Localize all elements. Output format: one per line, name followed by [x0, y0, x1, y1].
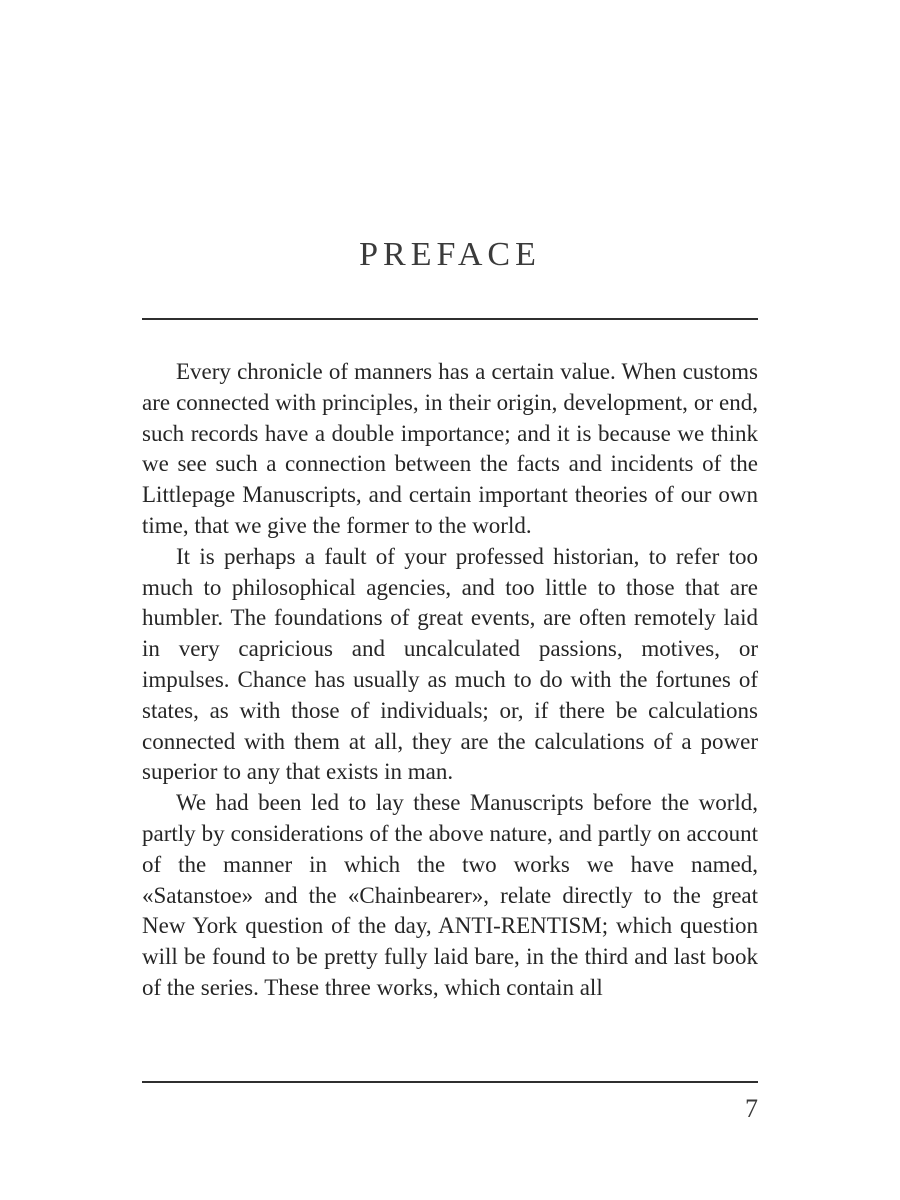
- paragraph-3: We had been led to lay these Manuscripts before the world, partly by considerations of the above nature, and partly on account of the manner in which the two works we have named, «Satanstoe» and the «Chainbearer», relate directly to the great New York question of the day, ANTI-RENTISM; which question will be found to be pretty fully laid bare, in the third and last book of the series. These three works, which contain all: [142, 790, 758, 1000]
- paragraph-2: It is perhaps a fault of your professed historian, to refer too much to philosophical agencies, and too little to those that are humbler. The foundations of great events, are often remotely laid in very capricious and uncalculated passions, motives, or impulses. Chance has usually as much to do with the fortunes of states, as with those of individuals; or, if there be calculations connected with them at all, they are the calculations of a power superior to any that exists in man.: [142, 543, 758, 785]
- body-text: [142, 357, 758, 1004]
- page-title: PREFACE: [359, 236, 541, 273]
- paragraph-1: Every chronicle of manners has a certain value. When customs are connected with principles, in their origin, development, or end, such records have a double importance; and it is because we think we see such a connection between the facts and incidents of the Littlepage Manuscripts, and certain important theories of our own time, that we give the former to the world.: [142, 359, 758, 538]
- top-divider: [142, 318, 758, 320]
- page-number: 7: [745, 1094, 758, 1123]
- bottom-divider: [142, 1081, 758, 1083]
